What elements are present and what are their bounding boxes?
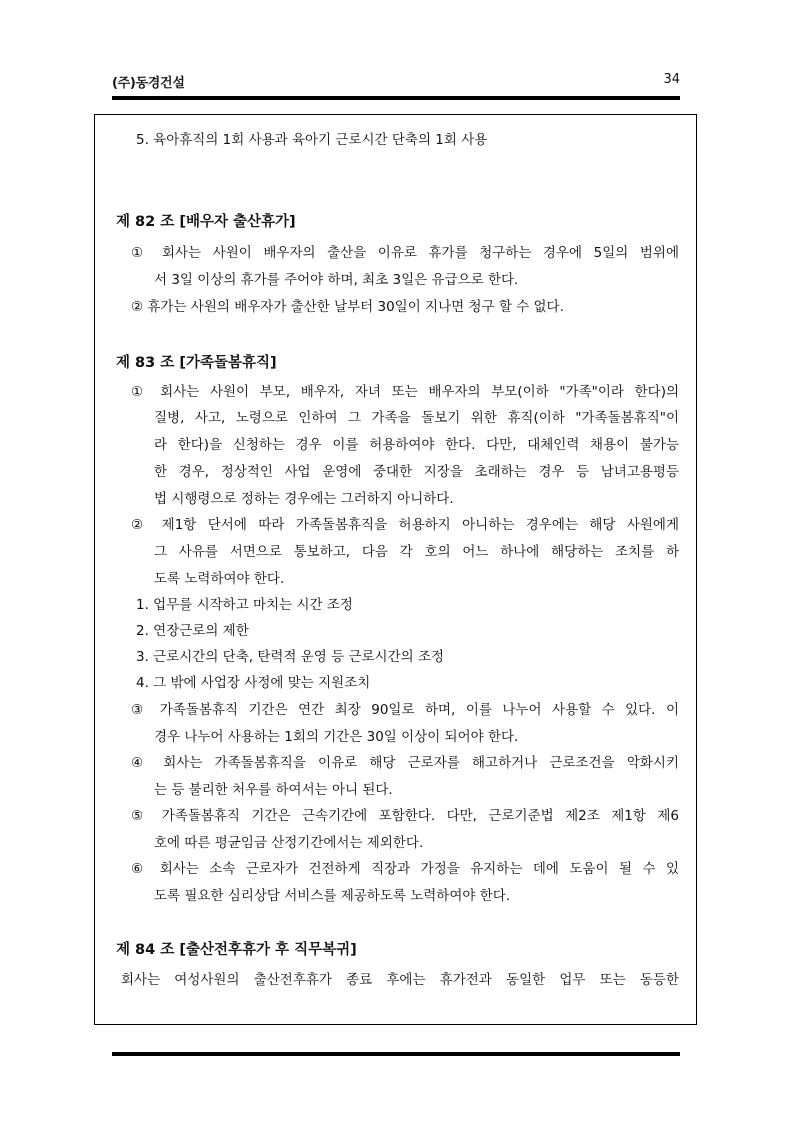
article-84-para1-line1: 회사는 여성사원의 출산전후휴가 종료 후에는 휴가전과 동일한 업무 또는 동등한 <box>121 972 679 988</box>
article-83-para1-line3: 라 한다)을 신청하는 경우 이를 허용하여야 한다. 다만, 대체인력 채용이 불가능 <box>154 437 679 453</box>
article-83-para6-line1: ⑥ 회사는 소속 근로자가 건전하게 직장과 가정을 유지하는 데에 도움이 될 수 있 <box>131 861 679 877</box>
article-83-para1-line4: 한 경우, 정상적인 사업 운영에 중대한 지장을 초래하는 경우 등 남녀고용평등 <box>154 464 679 480</box>
article-83-para2-line3: 도록 노력하여야 한다. <box>154 571 285 587</box>
article-83-para4-line2: 는 등 불리한 처우를 하여서는 아니 된다. <box>154 782 393 798</box>
article-82-para2: ② 휴가는 사원의 배우자가 출산한 날부터 30일이 지나면 청구 할 수 없다. <box>131 299 564 315</box>
article-83-para3-line2: 경우 나누어 사용하는 1회의 기간은 30일 이상이 되어야 한다. <box>154 729 519 745</box>
article-83-para5-line2: 호에 따른 평균임금 산정기간에서는 제외한다. <box>154 835 424 851</box>
list-item: 3. 근로시간의 단축, 탄력적 운영 등 근로시간의 조정 <box>136 649 445 665</box>
footer-rule <box>112 1052 680 1056</box>
article-83-para1-line2: 질병, 사고, 노령으로 인하여 그 가족을 돌보기 위한 휴직(이하 "가족돌봄휴직"이 <box>154 410 679 426</box>
article-83-para1-line1: ① 회사는 사원이 부모, 배우자, 자녀 또는 배우자의 부모(이하 "가족"이라 한다)의 <box>131 384 679 400</box>
article-82-title: 제 82 조 [배우자 출산휴가] <box>116 214 296 230</box>
page-header <box>112 72 680 92</box>
list-item: 5. 육아휴직의 1회 사용과 육아기 근로시간 단축의 1회 사용 <box>136 132 488 148</box>
article-83-para2-line2: 그 사유를 서면으로 통보하고, 다음 각 호의 어느 하나에 해당하는 조치를 하 <box>154 544 679 560</box>
article-83-para2-line1: ② 제1항 단서에 따라 가족돌봄휴직을 허용하지 아니하는 경우에는 해당 사원에게 <box>131 517 679 533</box>
list-item: 4. 그 밖에 사업장 사정에 맞는 지원조치 <box>136 675 371 691</box>
header-rule <box>112 96 680 100</box>
article-83-para5-line1: ⑤ 가족돌봄휴직 기간은 근속기간에 포함한다. 다만, 근로기준법 제2조 제1항 제6 <box>131 808 679 824</box>
page-number: 34 <box>663 72 680 87</box>
article-83-para3-line1: ③ 가족돌봄휴직 기간은 연간 최장 90일로 하며, 이를 나누어 사용할 수 있다. 이 <box>131 702 679 718</box>
list-item: 1. 업무를 시작하고 마치는 시간 조정 <box>136 597 353 613</box>
article-83-para1-line5: 법 시행령으로 정하는 경우에는 그러하지 아니하다. <box>154 491 454 507</box>
article-83-para6-line2: 도록 필요한 심리상담 서비스를 제공하도록 노력하여야 한다. <box>154 888 511 904</box>
article-82-para1-line1: ① 회사는 사원이 배우자의 출산을 이유로 휴가를 청구하는 경우에 5일의 범위에 <box>131 245 679 261</box>
list-item: 2. 연장근로의 제한 <box>136 623 249 639</box>
article-83-title: 제 83 조 [가족돌봄휴직] <box>116 355 277 371</box>
article-82-para1-line2: 서 3일 이상의 휴가를 주어야 하며, 최초 3일은 유급으로 한다. <box>154 272 519 288</box>
article-83-para4-line1: ④ 회사는 가족돌봄휴직을 이유로 해당 근로자를 해고하거나 근로조건을 악화시키 <box>131 755 679 771</box>
article-84-title: 제 84 조 [출산전후휴가 후 직무복귀] <box>116 942 357 958</box>
company-name: (주)동경건설 <box>112 76 185 91</box>
